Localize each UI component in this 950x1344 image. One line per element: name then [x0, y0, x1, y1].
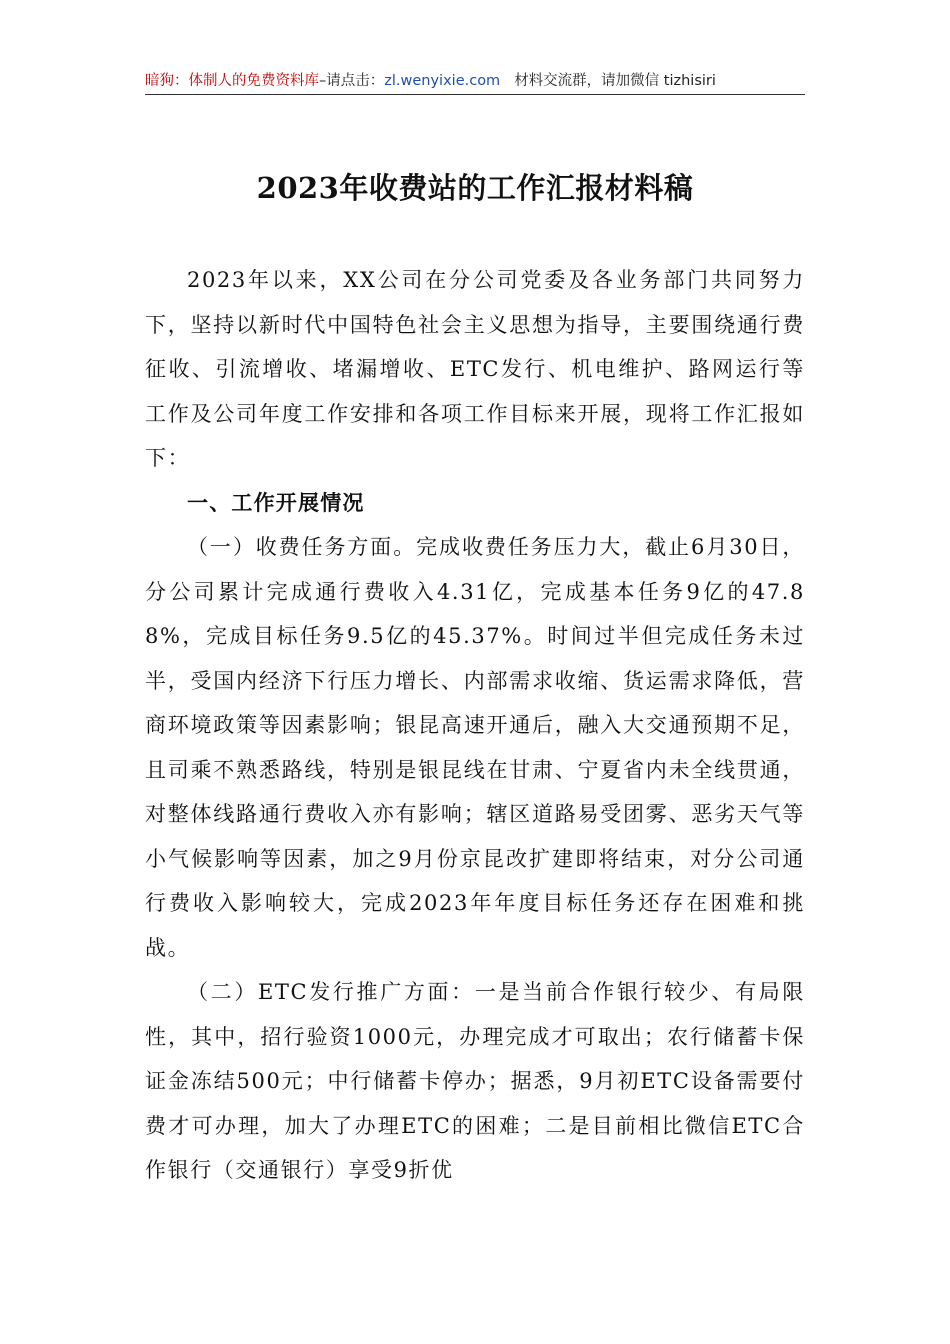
document-title: 2023年收费站的工作汇报材料稿: [256, 171, 694, 205]
header-link[interactable]: zl.wenyixie.com: [384, 73, 501, 89]
header-prompt: –请点击：: [319, 73, 385, 89]
header-group-note: 材料交流群，请加微信 tizhisiri: [514, 73, 716, 89]
page-header: [145, 70, 805, 95]
paragraph-fee-task: （一）收费任务方面。完成收费任务压力大，截止6月30日，分公司累计完成通行费收入4.31亿，完成基本任务9亿的47.88%，完成目标任务9.5亿的45.37%。时间过半但完成任务未过半，受国内经济下行压力增长、内部需求收缩、货运需求降低，营商环境政策等因素影响；银昆高速开通后，融入大交通预期不足，且司乘不熟悉路线，特别是银昆线在甘肃、宁夏省内未全线贯通，对整体线路通行费收入亦有影响；辖区道路易受团雾、恶劣天气等小气候影响等因素，加之9月份京昆改扩建即将结束，对分公司通行费收入影响较大，完成2023年年度目标任务还存在困难和挑战。: [145, 535, 805, 960]
header-brand: 暗狗：体制人的免费资料库: [145, 73, 319, 89]
section-heading: 一、工作开展情况: [187, 490, 365, 515]
document-body: [145, 258, 805, 1193]
paragraph-etc-promotion: （二）ETC发行推广方面：一是当前合作银行较少、有局限性，其中，招行验资1000元，办理完成才可取出；农行储蓄卡保证金冻结500元；中行储蓄卡停办；据悉，9月初ETC设备需要付费才可办理，加大了办理ETC的困难；二是目前相比微信ETC合作银行（交通银行）享受9折优: [145, 980, 805, 1182]
intro-paragraph: 2023年以来，XX公司在分公司党委及各业务部门共同努力下，坚持以新时代中国特色社会主义思想为指导，主要围绕通行费征收、引流增收、堵漏增收、ETC发行、机电维护、路网运行等工作及公司年度工作安排和各项工作目标来开展，现将工作汇报如下：: [145, 268, 805, 470]
